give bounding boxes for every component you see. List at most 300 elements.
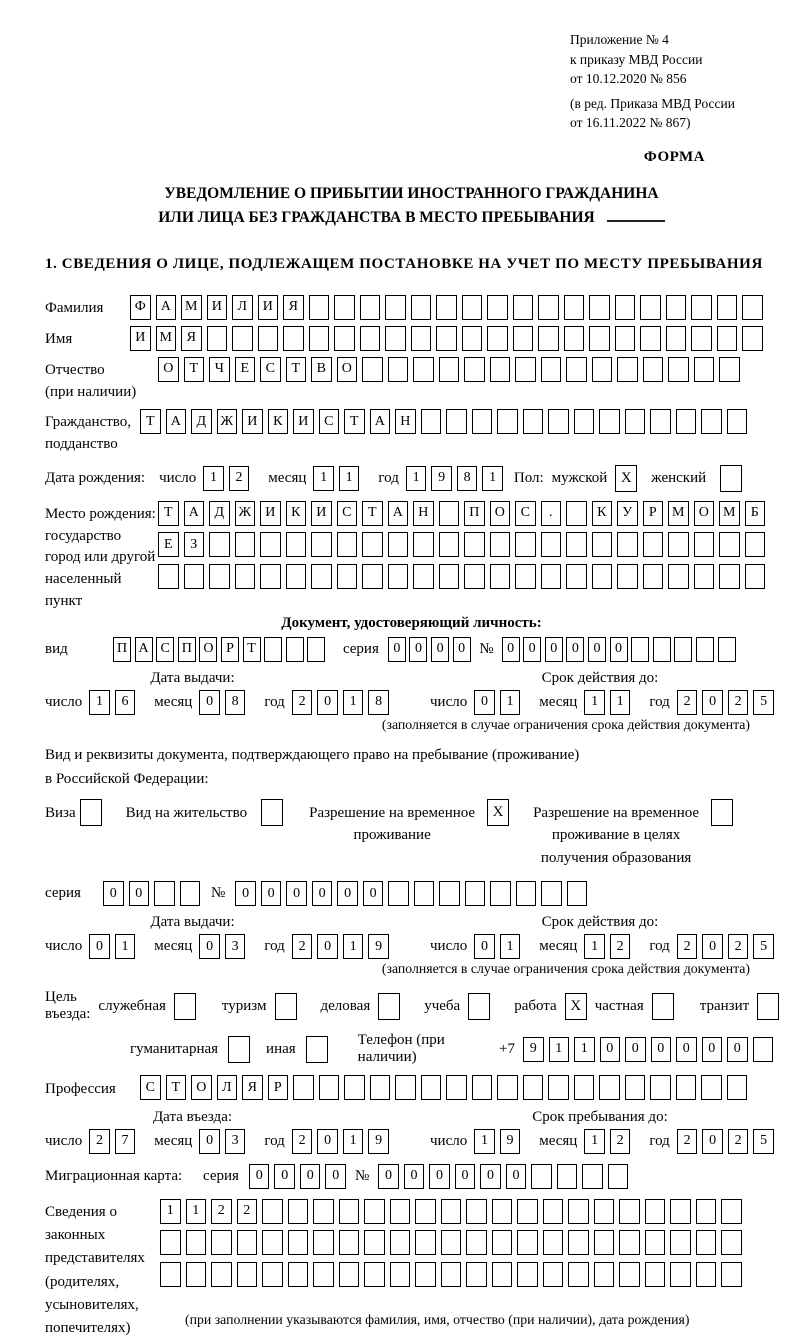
form-cell[interactable] (235, 532, 256, 557)
form-cell[interactable]: Я (181, 326, 202, 351)
form-cell[interactable] (742, 295, 763, 320)
form-cell[interactable]: 0 (523, 637, 541, 662)
form-cell[interactable]: 1 (343, 690, 364, 715)
form-cell[interactable] (313, 1199, 334, 1224)
form-cell[interactable] (696, 1199, 717, 1224)
form-cell[interactable] (721, 1199, 742, 1224)
form-cell[interactable]: 0 (610, 637, 628, 662)
form-cell[interactable] (436, 326, 457, 351)
form-cell[interactable]: 9 (368, 1129, 389, 1154)
form-cell[interactable] (589, 326, 610, 351)
form-cell[interactable] (468, 993, 490, 1020)
form-cell[interactable] (283, 326, 304, 351)
form-cell[interactable] (388, 564, 409, 589)
form-cell[interactable]: В (311, 357, 332, 382)
form-cell[interactable] (209, 564, 230, 589)
form-cell[interactable]: Т (184, 357, 205, 382)
form-cell[interactable] (158, 564, 179, 589)
form-cell[interactable] (543, 1262, 564, 1287)
form-cell[interactable]: 0 (625, 1037, 646, 1062)
form-cell[interactable] (186, 1262, 207, 1287)
form-cell[interactable] (668, 532, 689, 557)
form-cell[interactable]: 3 (225, 934, 246, 959)
form-cell[interactable]: 1 (474, 1129, 495, 1154)
form-cell[interactable]: 0 (363, 881, 384, 906)
form-cell[interactable]: 1 (343, 934, 364, 959)
form-cell[interactable]: С (337, 501, 358, 526)
form-cell[interactable] (288, 1230, 309, 1255)
form-cell[interactable] (344, 1075, 365, 1100)
form-cell[interactable] (592, 564, 613, 589)
form-cell[interactable] (592, 532, 613, 557)
form-cell[interactable] (497, 409, 518, 434)
form-cell[interactable]: Т (286, 357, 307, 382)
form-cell[interactable]: 2 (728, 934, 749, 959)
form-cell[interactable]: Т (140, 409, 161, 434)
form-cell[interactable]: О (694, 501, 715, 526)
form-cell[interactable] (307, 637, 325, 662)
form-cell[interactable]: О (191, 1075, 212, 1100)
form-cell[interactable]: 0 (431, 637, 449, 662)
form-cell[interactable] (378, 993, 400, 1020)
form-cell[interactable] (262, 1199, 283, 1224)
form-cell[interactable]: 0 (545, 637, 563, 662)
form-cell[interactable] (439, 564, 460, 589)
form-cell[interactable] (727, 1075, 748, 1100)
form-cell[interactable] (237, 1230, 258, 1255)
form-cell[interactable]: Н (395, 409, 416, 434)
form-cell[interactable]: И (242, 409, 263, 434)
form-cell[interactable]: 0 (727, 1037, 748, 1062)
form-cell[interactable] (388, 532, 409, 557)
form-cell[interactable] (288, 1262, 309, 1287)
form-cell[interactable]: 0 (474, 934, 495, 959)
form-cell[interactable] (515, 357, 536, 382)
form-cell[interactable]: А (388, 501, 409, 526)
form-cell[interactable]: 0 (566, 637, 584, 662)
form-cell[interactable]: Т (243, 637, 261, 662)
form-cell[interactable]: 0 (89, 934, 110, 959)
form-cell[interactable] (160, 1230, 181, 1255)
form-cell[interactable]: С (319, 409, 340, 434)
form-cell[interactable] (592, 357, 613, 382)
form-cell[interactable] (711, 799, 733, 826)
form-cell[interactable]: 0 (199, 1129, 220, 1154)
form-cell[interactable] (538, 295, 559, 320)
form-cell[interactable]: 0 (317, 690, 338, 715)
form-cell[interactable] (413, 532, 434, 557)
form-cell[interactable]: П (464, 501, 485, 526)
form-cell[interactable] (339, 1230, 360, 1255)
form-cell[interactable] (666, 295, 687, 320)
form-cell[interactable]: 0 (702, 690, 723, 715)
form-cell[interactable]: Ч (209, 357, 230, 382)
form-cell[interactable]: 1 (584, 1129, 605, 1154)
form-cell[interactable] (523, 409, 544, 434)
form-cell[interactable]: Е (235, 357, 256, 382)
form-cell[interactable] (472, 409, 493, 434)
form-cell[interactable]: 0 (337, 881, 358, 906)
form-cell[interactable]: И (293, 409, 314, 434)
form-cell[interactable]: Ф (130, 295, 151, 320)
form-cell[interactable]: 0 (600, 1037, 621, 1062)
form-cell[interactable] (492, 1230, 513, 1255)
form-cell[interactable] (619, 1199, 640, 1224)
form-cell[interactable] (385, 326, 406, 351)
form-cell[interactable] (674, 637, 692, 662)
form-cell[interactable]: Я (283, 295, 304, 320)
form-cell[interactable] (492, 1262, 513, 1287)
form-cell[interactable] (237, 1262, 258, 1287)
form-cell[interactable] (464, 564, 485, 589)
form-cell[interactable]: М (181, 295, 202, 320)
form-cell[interactable]: П (113, 637, 131, 662)
form-cell[interactable]: С (140, 1075, 161, 1100)
form-cell[interactable]: 0 (702, 934, 723, 959)
form-cell[interactable] (311, 564, 332, 589)
form-cell[interactable]: 0 (409, 637, 427, 662)
form-cell[interactable] (395, 1075, 416, 1100)
form-cell[interactable] (364, 1199, 385, 1224)
form-cell[interactable] (415, 1230, 436, 1255)
form-cell[interactable] (617, 564, 638, 589)
form-cell[interactable] (411, 295, 432, 320)
form-cell[interactable] (541, 881, 562, 906)
form-cell[interactable] (594, 1230, 615, 1255)
form-cell[interactable] (548, 1075, 569, 1100)
form-cell[interactable] (154, 881, 175, 906)
form-cell[interactable]: 1 (500, 934, 521, 959)
form-cell[interactable] (319, 1075, 340, 1100)
form-cell[interactable] (594, 1199, 615, 1224)
form-cell[interactable]: 2 (89, 1129, 110, 1154)
form-cell[interactable] (670, 1199, 691, 1224)
form-cell[interactable] (80, 799, 102, 826)
form-cell[interactable] (293, 1075, 314, 1100)
form-cell[interactable] (619, 1262, 640, 1287)
form-cell[interactable] (388, 881, 409, 906)
form-cell[interactable] (694, 564, 715, 589)
form-cell[interactable] (719, 357, 740, 382)
form-cell[interactable] (388, 357, 409, 382)
form-cell[interactable]: 9 (431, 466, 452, 491)
form-cell[interactable]: 2 (728, 690, 749, 715)
form-cell[interactable] (516, 881, 537, 906)
form-cell[interactable] (574, 409, 595, 434)
form-cell[interactable] (645, 1262, 666, 1287)
form-cell[interactable] (691, 326, 712, 351)
form-cell[interactable]: Р (268, 1075, 289, 1100)
form-cell[interactable]: 1 (186, 1199, 207, 1224)
form-cell[interactable] (548, 409, 569, 434)
form-cell[interactable] (625, 1075, 646, 1100)
form-cell[interactable]: 0 (455, 1164, 476, 1189)
form-cell[interactable]: К (286, 501, 307, 526)
form-cell[interactable]: 2 (237, 1199, 258, 1224)
form-cell[interactable]: 0 (317, 1129, 338, 1154)
form-cell[interactable]: А (156, 295, 177, 320)
form-cell[interactable] (261, 799, 283, 826)
form-cell[interactable]: Р (643, 501, 664, 526)
form-cell[interactable] (235, 564, 256, 589)
form-cell[interactable] (441, 1199, 462, 1224)
form-cell[interactable]: О (490, 501, 511, 526)
form-cell[interactable]: 2 (677, 690, 698, 715)
form-cell[interactable] (717, 326, 738, 351)
form-cell[interactable] (313, 1262, 334, 1287)
form-cell[interactable] (439, 532, 460, 557)
form-cell[interactable]: 8 (225, 690, 246, 715)
form-cell[interactable] (557, 1164, 578, 1189)
form-cell[interactable] (490, 564, 511, 589)
form-cell[interactable] (645, 1199, 666, 1224)
form-cell[interactable] (721, 1262, 742, 1287)
form-cell[interactable] (490, 532, 511, 557)
form-cell[interactable]: 0 (235, 881, 256, 906)
form-cell[interactable] (745, 564, 766, 589)
form-cell[interactable]: 9 (368, 934, 389, 959)
form-cell[interactable] (631, 637, 649, 662)
form-cell[interactable] (568, 1230, 589, 1255)
form-cell[interactable]: 2 (728, 1129, 749, 1154)
form-cell[interactable] (640, 295, 661, 320)
form-cell[interactable] (701, 1075, 722, 1100)
form-cell[interactable] (541, 357, 562, 382)
form-cell[interactable] (472, 1075, 493, 1100)
form-cell[interactable]: И (260, 501, 281, 526)
form-cell[interactable] (415, 1262, 436, 1287)
form-cell[interactable]: Т (158, 501, 179, 526)
form-cell[interactable]: 2 (292, 690, 313, 715)
form-cell[interactable]: А (166, 409, 187, 434)
form-cell[interactable]: О (337, 357, 358, 382)
form-cell[interactable]: М (668, 501, 689, 526)
form-cell[interactable] (360, 295, 381, 320)
form-cell[interactable]: 5 (753, 1129, 774, 1154)
form-cell[interactable] (360, 326, 381, 351)
form-cell[interactable] (574, 1075, 595, 1100)
form-cell[interactable] (262, 1262, 283, 1287)
form-cell[interactable]: 2 (292, 1129, 313, 1154)
form-cell[interactable] (286, 637, 304, 662)
form-cell[interactable]: 1 (160, 1199, 181, 1224)
form-cell[interactable] (286, 564, 307, 589)
form-cell[interactable] (339, 1199, 360, 1224)
form-cell[interactable] (337, 532, 358, 557)
form-cell[interactable] (515, 564, 536, 589)
form-cell[interactable]: 2 (292, 934, 313, 959)
form-cell[interactable] (753, 1037, 774, 1062)
form-cell[interactable] (313, 1230, 334, 1255)
form-cell[interactable]: М (156, 326, 177, 351)
form-cell[interactable] (258, 326, 279, 351)
form-cell[interactable]: 1 (115, 934, 136, 959)
form-cell[interactable]: 0 (129, 881, 150, 906)
form-cell[interactable]: 0 (588, 637, 606, 662)
form-cell[interactable] (650, 409, 671, 434)
form-cell[interactable]: М (719, 501, 740, 526)
form-cell[interactable]: 2 (211, 1199, 232, 1224)
form-cell[interactable] (718, 637, 736, 662)
form-cell[interactable] (439, 881, 460, 906)
form-cell[interactable]: 1 (584, 934, 605, 959)
form-cell[interactable] (645, 1230, 666, 1255)
form-cell[interactable] (643, 564, 664, 589)
form-cell[interactable]: 1 (549, 1037, 570, 1062)
form-cell[interactable] (466, 1230, 487, 1255)
form-cell[interactable] (492, 1199, 513, 1224)
form-cell[interactable]: 0 (651, 1037, 672, 1062)
form-cell[interactable]: 8 (457, 466, 478, 491)
form-cell[interactable] (742, 326, 763, 351)
form-cell[interactable] (566, 532, 587, 557)
form-cell[interactable] (186, 1230, 207, 1255)
form-cell[interactable] (691, 295, 712, 320)
form-cell[interactable] (515, 532, 536, 557)
form-cell[interactable] (385, 295, 406, 320)
form-cell[interactable]: И (258, 295, 279, 320)
form-cell[interactable]: З (184, 532, 205, 557)
form-cell[interactable]: 0 (103, 881, 124, 906)
form-cell[interactable] (666, 326, 687, 351)
form-cell[interactable] (337, 564, 358, 589)
form-cell[interactable]: У (617, 501, 638, 526)
form-cell[interactable] (701, 409, 722, 434)
form-cell[interactable]: 0 (274, 1164, 295, 1189)
form-cell[interactable] (415, 1199, 436, 1224)
form-cell[interactable] (582, 1164, 603, 1189)
form-cell[interactable]: Ж (217, 409, 238, 434)
form-cell[interactable]: 0 (404, 1164, 425, 1189)
form-cell[interactable] (334, 326, 355, 351)
form-cell[interactable] (670, 1262, 691, 1287)
form-cell[interactable] (362, 564, 383, 589)
form-cell[interactable]: 5 (753, 934, 774, 959)
form-cell[interactable]: Л (232, 295, 253, 320)
form-cell[interactable] (617, 357, 638, 382)
form-cell[interactable] (286, 532, 307, 557)
form-cell[interactable] (568, 1262, 589, 1287)
form-cell[interactable]: 0 (474, 690, 495, 715)
form-cell[interactable] (615, 326, 636, 351)
form-cell[interactable] (676, 1075, 697, 1100)
form-cell[interactable] (462, 326, 483, 351)
form-cell[interactable]: Т (166, 1075, 187, 1100)
form-cell[interactable] (694, 532, 715, 557)
form-cell[interactable]: 2 (677, 1129, 698, 1154)
form-cell[interactable]: Р (221, 637, 239, 662)
form-cell[interactable] (413, 564, 434, 589)
form-cell[interactable] (745, 532, 766, 557)
form-cell[interactable]: 0 (199, 690, 220, 715)
form-cell[interactable] (421, 1075, 442, 1100)
form-cell[interactable]: 0 (388, 637, 406, 662)
form-cell[interactable] (717, 295, 738, 320)
form-cell[interactable]: И (311, 501, 332, 526)
form-cell[interactable]: Д (209, 501, 230, 526)
form-cell[interactable] (599, 1075, 620, 1100)
form-cell[interactable]: . (541, 501, 562, 526)
form-cell[interactable] (288, 1199, 309, 1224)
form-cell[interactable] (414, 881, 435, 906)
form-cell[interactable]: 3 (225, 1129, 246, 1154)
form-cell[interactable] (617, 532, 638, 557)
form-cell[interactable] (497, 1075, 518, 1100)
form-cell[interactable] (625, 409, 646, 434)
form-cell[interactable] (464, 532, 485, 557)
form-cell[interactable] (311, 532, 332, 557)
form-cell[interactable]: К (268, 409, 289, 434)
form-cell[interactable] (439, 501, 460, 526)
form-cell[interactable]: 0 (312, 881, 333, 906)
form-cell[interactable] (413, 357, 434, 382)
form-cell[interactable] (513, 326, 534, 351)
form-cell[interactable]: 9 (523, 1037, 544, 1062)
form-cell[interactable] (490, 881, 511, 906)
form-cell[interactable]: 0 (378, 1164, 399, 1189)
form-cell[interactable]: 1 (574, 1037, 595, 1062)
form-cell[interactable] (362, 532, 383, 557)
form-cell[interactable] (513, 295, 534, 320)
form-cell[interactable]: Д (191, 409, 212, 434)
form-cell[interactable] (446, 1075, 467, 1100)
form-cell[interactable] (696, 1230, 717, 1255)
form-cell[interactable]: 1 (89, 690, 110, 715)
form-cell[interactable] (275, 993, 297, 1020)
form-cell[interactable] (694, 357, 715, 382)
form-cell[interactable] (668, 357, 689, 382)
form-cell[interactable]: 0 (300, 1164, 321, 1189)
form-cell[interactable]: 1 (482, 466, 503, 491)
form-cell[interactable]: С (260, 357, 281, 382)
form-cell[interactable]: 0 (453, 637, 471, 662)
form-cell[interactable] (564, 295, 585, 320)
form-cell[interactable]: О (158, 357, 179, 382)
form-cell[interactable] (174, 993, 196, 1020)
form-cell[interactable] (720, 465, 742, 492)
form-cell[interactable] (421, 409, 442, 434)
form-cell[interactable] (446, 409, 467, 434)
form-cell[interactable] (339, 1262, 360, 1287)
form-cell[interactable]: А (184, 501, 205, 526)
form-cell[interactable] (643, 357, 664, 382)
form-cell[interactable] (541, 532, 562, 557)
form-cell[interactable]: 0 (325, 1164, 346, 1189)
form-cell[interactable] (757, 993, 779, 1020)
form-cell[interactable]: Ж (235, 501, 256, 526)
form-cell[interactable]: 0 (506, 1164, 527, 1189)
form-cell[interactable]: 9 (500, 1129, 521, 1154)
form-cell[interactable]: 0 (286, 881, 307, 906)
form-cell[interactable] (619, 1230, 640, 1255)
form-cell[interactable] (184, 564, 205, 589)
form-cell[interactable]: 1 (500, 690, 521, 715)
form-cell[interactable]: И (207, 295, 228, 320)
form-cell[interactable] (543, 1199, 564, 1224)
form-cell[interactable]: Т (362, 501, 383, 526)
form-cell[interactable] (209, 532, 230, 557)
form-cell[interactable] (309, 326, 330, 351)
form-cell[interactable]: 0 (502, 637, 520, 662)
form-cell[interactable] (640, 326, 661, 351)
form-cell[interactable]: А (135, 637, 153, 662)
form-cell[interactable]: 1 (406, 466, 427, 491)
form-cell[interactable] (517, 1262, 538, 1287)
form-cell[interactable]: Я (242, 1075, 263, 1100)
form-cell[interactable]: Т (344, 409, 365, 434)
form-cell[interactable] (543, 1230, 564, 1255)
form-cell[interactable] (441, 1262, 462, 1287)
